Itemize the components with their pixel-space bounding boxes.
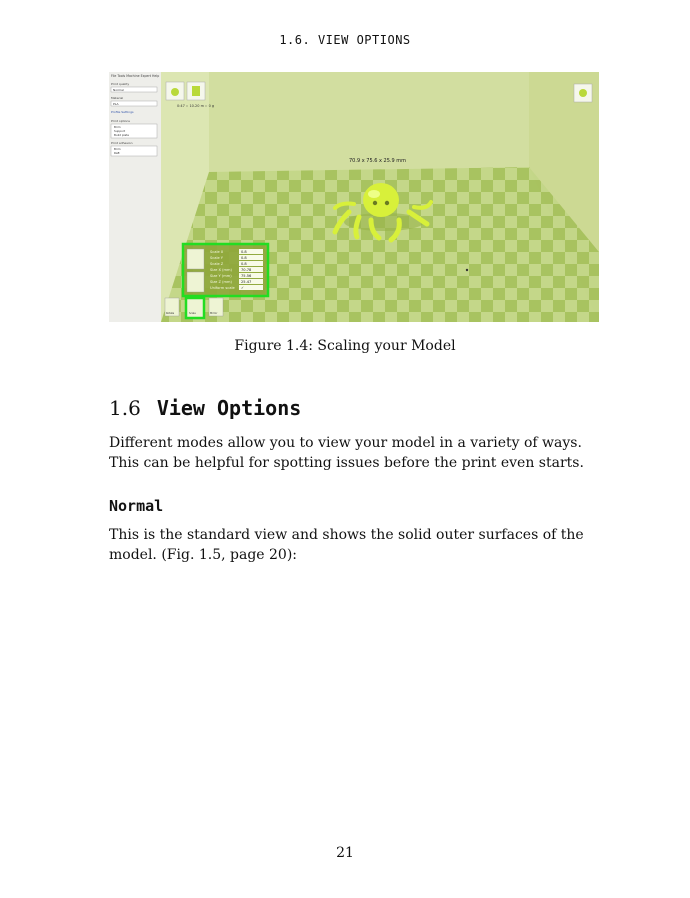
scale-row-label: Size X (mm)	[210, 268, 232, 272]
scale-row-value: ✓	[241, 286, 245, 290]
scale-row-label: Scale Y	[210, 256, 224, 260]
print-icon	[192, 86, 200, 96]
scale-row-value: 0.8	[241, 250, 247, 254]
scale-tool-button[interactable]	[186, 298, 204, 318]
page-number: 21	[336, 845, 354, 861]
mirror-tool-label: Mirror	[210, 312, 218, 315]
sidebar-select-2-value: PLA	[113, 102, 119, 106]
sidebar-opt-3[interactable]: Build plate	[114, 133, 129, 137]
scale-panel-bottom-icon[interactable]	[187, 272, 204, 292]
sidebar-select-1-value: Normal	[113, 88, 124, 92]
sidebar-opt-1[interactable]: Brim	[114, 125, 121, 129]
sidebar-opt-4[interactable]: Brim	[114, 147, 121, 151]
paragraph-intro: Different modes allow you to view your model in a variety of ways. This can be helpful for spotting issues before the print even starts.	[109, 435, 584, 471]
figure-screenshot	[109, 72, 599, 322]
scale-row-value: 70.78	[241, 268, 252, 272]
menu-bar: File Tools Machine Expert Help	[111, 74, 160, 78]
back-wall	[209, 72, 529, 172]
scale-row-label: Scale X	[210, 250, 224, 254]
section-title: View Options	[156, 396, 302, 420]
sidebar-label-3: Print options	[111, 119, 130, 123]
scale-row-label: Uniform scale	[210, 286, 235, 290]
running-head: 1.6. VIEW OPTIONS	[279, 33, 411, 47]
figure-caption: Figure 1.4: Scaling your Model	[234, 338, 456, 354]
sidebar-opt-5[interactable]: Raft	[114, 151, 120, 155]
scale-row-value: 0.8	[241, 262, 247, 266]
floor-marker	[466, 269, 468, 271]
section-number: 1.6	[109, 396, 141, 420]
rotate-tool-label: Rotate	[166, 312, 175, 315]
scale-row-value: 25.47	[241, 280, 252, 284]
scale-row-value: 75.56	[241, 274, 252, 278]
scale-row-value: 0.8	[241, 256, 247, 260]
sidebar-link[interactable]: Profile Settings	[111, 110, 134, 114]
sidebar-opt-2[interactable]: Support	[114, 129, 126, 133]
scale-panel	[183, 244, 268, 296]
print-time-info: 0:47 :: 10.20 m :: 0 g	[177, 104, 215, 108]
scale-panel-top-icon[interactable]	[187, 249, 204, 269]
scale-row-label: Scale Z	[210, 262, 224, 266]
section-heading	[109, 396, 301, 420]
model-dimension-label: 70.9 x 75.6 x 25.9 mm	[349, 158, 407, 164]
scale-row-label: Size Z (mm)	[210, 280, 232, 284]
sidebar-label-1: Print quality	[111, 82, 130, 86]
scale-tool-label: Scale	[189, 312, 196, 315]
view-mode-icon	[579, 89, 587, 97]
scale-row-label: Size Y (mm)	[210, 274, 232, 278]
subsection-title: Normal	[109, 497, 164, 515]
sidebar-label-2: Material	[111, 96, 124, 100]
load-icon	[171, 88, 179, 96]
paragraph-normal: This is the standard view and shows the solid outer surfaces of the model. (Fig. 1.5, page 20):	[109, 527, 584, 563]
sidebar-label-4: Print adhesion	[111, 141, 133, 145]
